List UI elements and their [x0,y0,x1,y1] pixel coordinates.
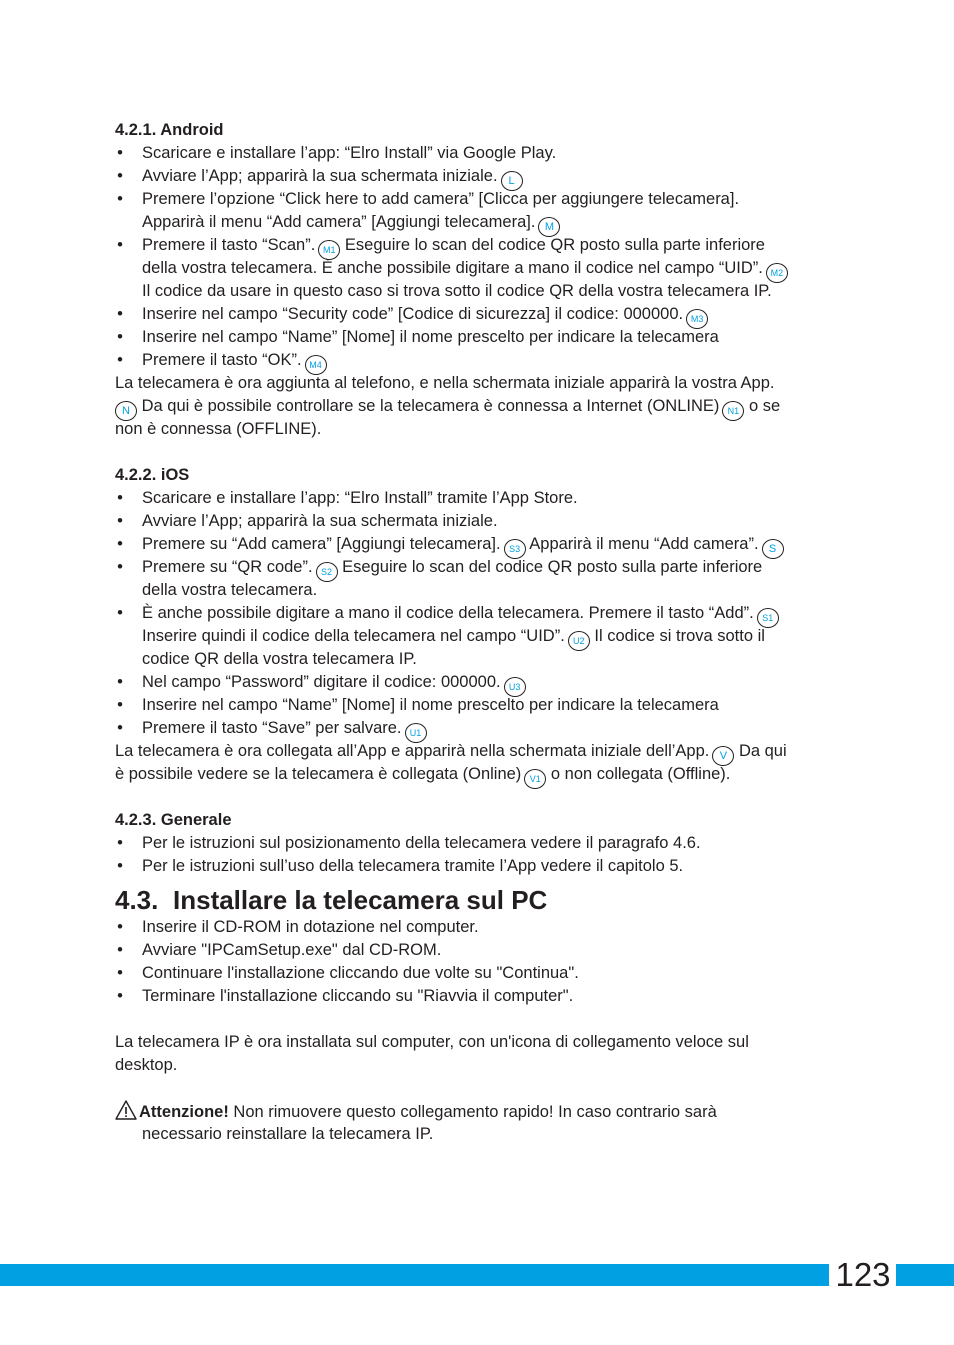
figure-ref-badge: L [501,171,523,191]
warning-note: Attenzione! Non rimuovere questo collegamento rapido! In caso contrario sarà [115,1100,845,1123]
list-item-continuation: della vostra telecamera. È anche possibile digitare a mano il codice nel campo “UID”. M2 [115,257,845,280]
section-heading-general: 4.2.3. Generale [115,811,232,829]
page-number: 123 [835,1256,891,1293]
figure-ref-badge: N1 [722,401,744,421]
list-item: • Inserire nel campo “Security code” [Codice di sicurezza] il codice: 000000. M3 [115,303,845,326]
figure-ref-badge: M2 [766,263,788,283]
figure-ref-badge: S2 [316,562,338,582]
list-item: • È anche possibile digitare a mano il codice della telecamera. Premere il tasto “Add”. S1 [115,602,845,625]
list-item: • Premere il tasto “OK”. M4 [115,349,845,372]
figure-ref-badge: M [538,217,560,237]
figure-ref-badge: U1 [405,723,427,743]
list-item: • Inserire nel campo “Name” [Nome] il nome prescelto per indicare la telecamera [117,696,719,714]
list-item: • Premere su “Add camera” [Aggiungi telecamera]. S3 Apparirà il menu “Add camera”. S [115,533,845,556]
list-item: • Scaricare e installare l’app: “Elro Install” via Google Play. [117,144,557,162]
section-heading-android: 4.2.1. Android [115,121,224,139]
paragraph-line: La telecamera è ora collegata all’App e apparirà nella schermata iniziale dell’App. V Da qui [115,740,845,763]
figure-ref-badge: U2 [568,631,590,651]
list-item: • Avviare l’App; apparirà la sua schermata iniziale. L [115,165,845,188]
paragraph-line: La telecamera è ora aggiunta al telefono, e nella schermata iniziale apparirà la vostra App. [115,374,775,392]
list-item: • Avviare "IPCamSetup.exe" dal CD-ROM. [117,941,442,959]
section-title: 4.3. Installare la telecamera sul PC [115,885,548,915]
list-item: • Inserire nel campo “Name” [Nome] il nome prescelto per indicare la telecamera [117,328,719,346]
list-item: • Inserire il CD-ROM in dotazione nel computer. [117,918,479,936]
paragraph-line: è possibile vedere se la telecamera è collegata (Online) V1 o non collegata (Offline). [115,763,845,786]
figure-ref-badge: M4 [305,355,327,375]
figure-ref-badge: V1 [524,769,546,789]
figure-ref-badge: M1 [318,240,340,260]
warning-icon [115,1100,137,1120]
paragraph-line: N Da qui è possibile controllare se la telecamera è connessa a Internet (ONLINE) N1 o se [115,395,845,418]
list-item: • Premere su “QR code”. S2 Eseguire lo scan del codice QR posto sulla parte inferiore [115,556,845,579]
list-item-continuation: della vostra telecamera. [142,581,318,599]
warning-label: Attenzione! [139,1103,229,1121]
figure-ref-badge: N [115,401,137,421]
figure-ref-badge: S3 [504,539,526,559]
list-item: • Per le istruzioni sul posizionamento della telecamera vedere il paragrafo 4.6. [117,834,701,852]
list-item: • Scaricare e installare l’app: “Elro Install” tramite l’App Store. [117,489,578,507]
list-item-continuation: codice QR della vostra telecamera IP. [142,650,417,668]
list-item: • Premere l’opzione “Click here to add camera” [Clicca per aggiungere telecamera]. [117,190,740,208]
figure-ref-badge: S [762,539,784,559]
list-item: • Premere il tasto “Save” per salvare. U1 [115,717,845,740]
figure-ref-badge: M3 [686,309,708,329]
list-item: • Premere il tasto “Scan”. M1 Eseguire lo scan del codice QR posto sulla parte inferiore [115,234,845,257]
list-item-continuation: Inserire quindi il codice della telecamera nel campo “UID”. U2 Il codice si trova sotto il [115,625,845,648]
list-item: • Continuare l'installazione cliccando due volte su "Continua". [117,964,579,982]
list-item: • Per le istruzioni sull’uso della telecamera tramite l’App vedere il capitolo 5. [117,857,684,875]
list-item-continuation: Apparirà il menu “Add camera” [Aggiungi telecamera]. M [115,211,845,234]
figure-ref-badge: S1 [757,608,779,628]
page-content [115,119,845,1146]
list-item: • Avviare l’App; apparirà la sua schermata iniziale. [117,512,498,530]
list-item: • Terminare l'installazione cliccando su "Riavvia il computer". [117,987,574,1005]
section-heading-ios: 4.2.2. iOS [115,466,190,484]
warning-note-continuation: necessario reinstallare la telecamera IP. [142,1125,434,1143]
paragraph-line: non è connessa (OFFLINE). [115,420,322,438]
paragraph-line: desktop. [115,1056,178,1074]
list-item: • Nel campo “Password” digitare il codice: 000000. U3 [115,671,845,694]
figure-ref-badge: U3 [504,677,526,697]
list-item-continuation: Il codice da usare in questo caso si trova sotto il codice QR della vostra telecamera IP. [142,282,772,300]
footer-bar [0,1264,954,1286]
figure-ref-badge: V [712,746,734,766]
paragraph-line: La telecamera IP è ora installata sul computer, con un'icona di collegamento veloce sul [115,1033,749,1051]
